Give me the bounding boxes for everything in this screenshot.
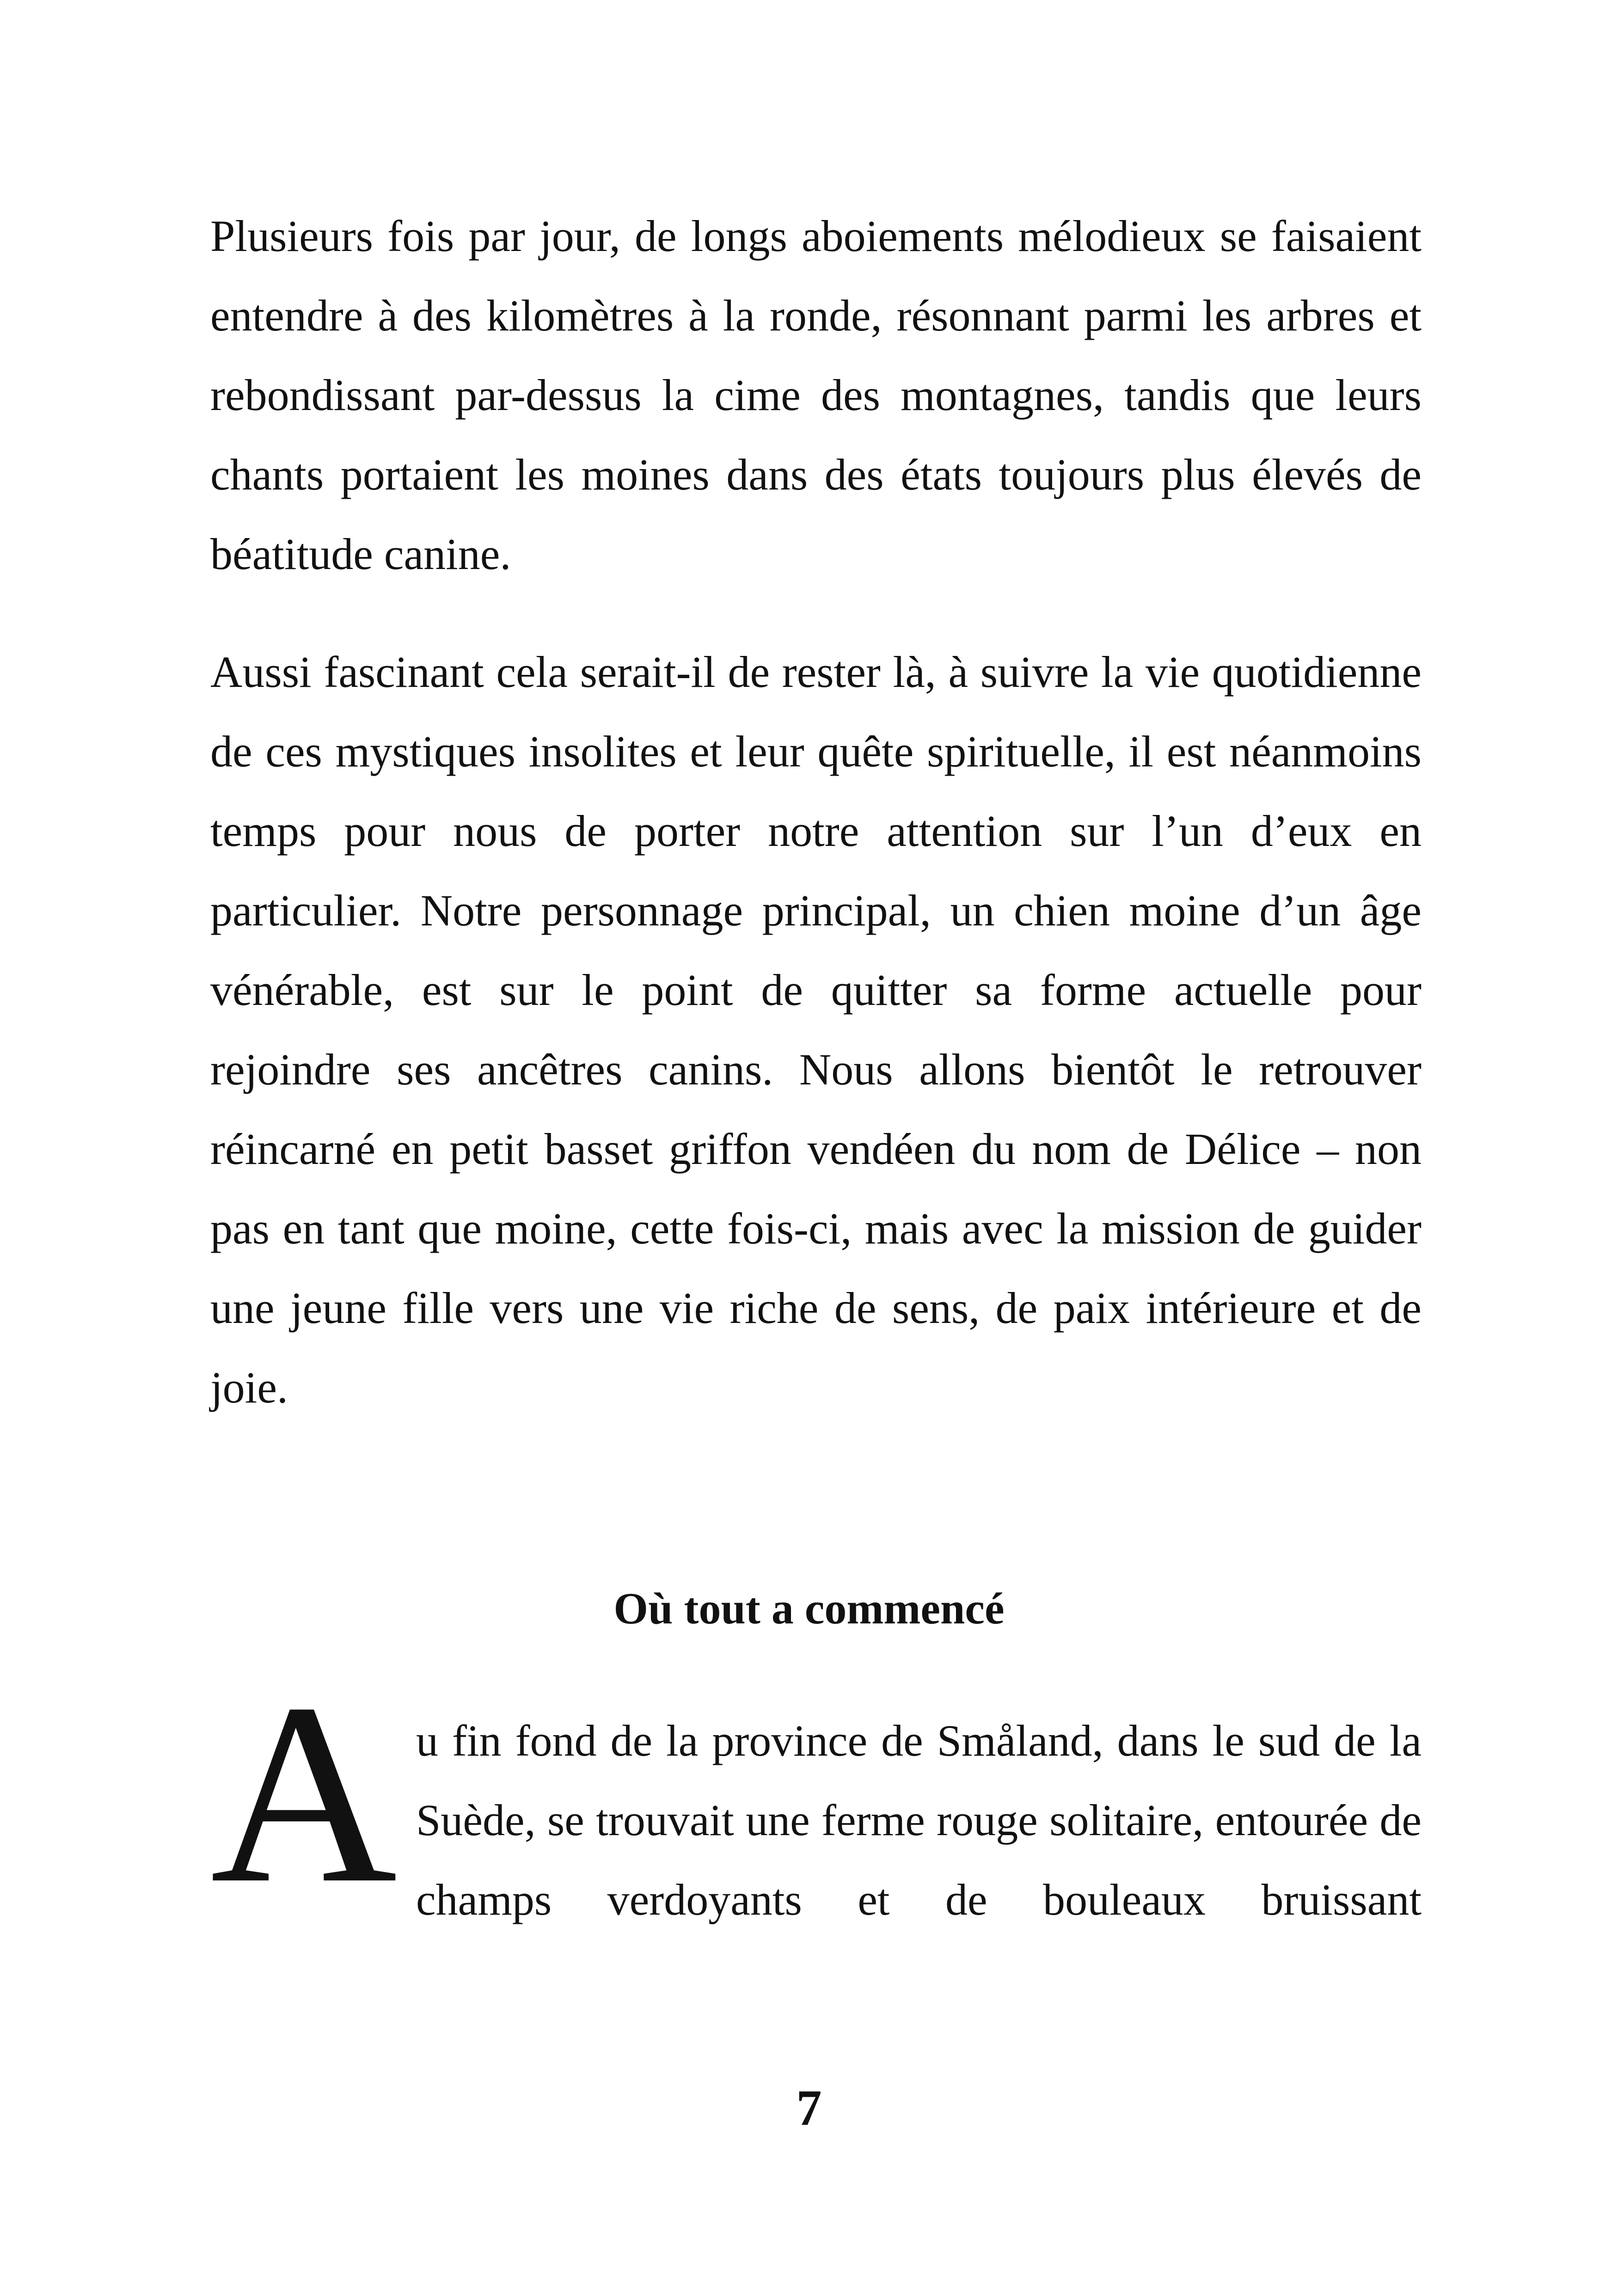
paragraph-text: u fin fond de la province de Småland, dans le sud de la Suède, se trouvait une ferme rouge solitaire, entourée de champs verdoyants et de bouleaux bruissant — [416, 1716, 1422, 1924]
paragraph-text: Plusieurs fois par jour, de longs aboiements mélodieux se faisaient entendre à des kilomètres à la ronde, résonnant parmi les arbres et rebondissant par-dessus la cime des montagnes, tandis que leurs chants portaient les moines dans des états toujours plus élevés de béatitude canine. — [210, 211, 1422, 579]
page-number: 7 — [796, 2080, 822, 2136]
paragraph-text: Aussi fascinant cela serait-il de rester là, à suivre la vie quotidienne de ces mystiques insolites et leur quête spirituelle, il est néanmoins temps pour nous de porter notre attention sur l’un d’eux en particulier. Notre personnage principal, un chien moine d’un âge vénérable, est sur le point de quitter sa forme actuelle pour rejoindre ses ancêtres canins. Nous allons bientôt le retrouver réincarné en petit basset griffon vendéen du nom de Délice – non pas en tant que moine, cette fois-ci, mais avec la mission de guider une jeune fille vers une vie riche de sens, de paix intérieure et de joie. — [210, 647, 1422, 1412]
drop-cap-letter: A — [210, 1650, 398, 1937]
chapter-opening-paragraph — [416, 1701, 1422, 1940]
body-paragraph-2 — [210, 632, 1422, 1427]
body-paragraph-1 — [210, 196, 1422, 594]
chapter-heading: Où tout a commencé — [613, 1584, 1005, 1633]
